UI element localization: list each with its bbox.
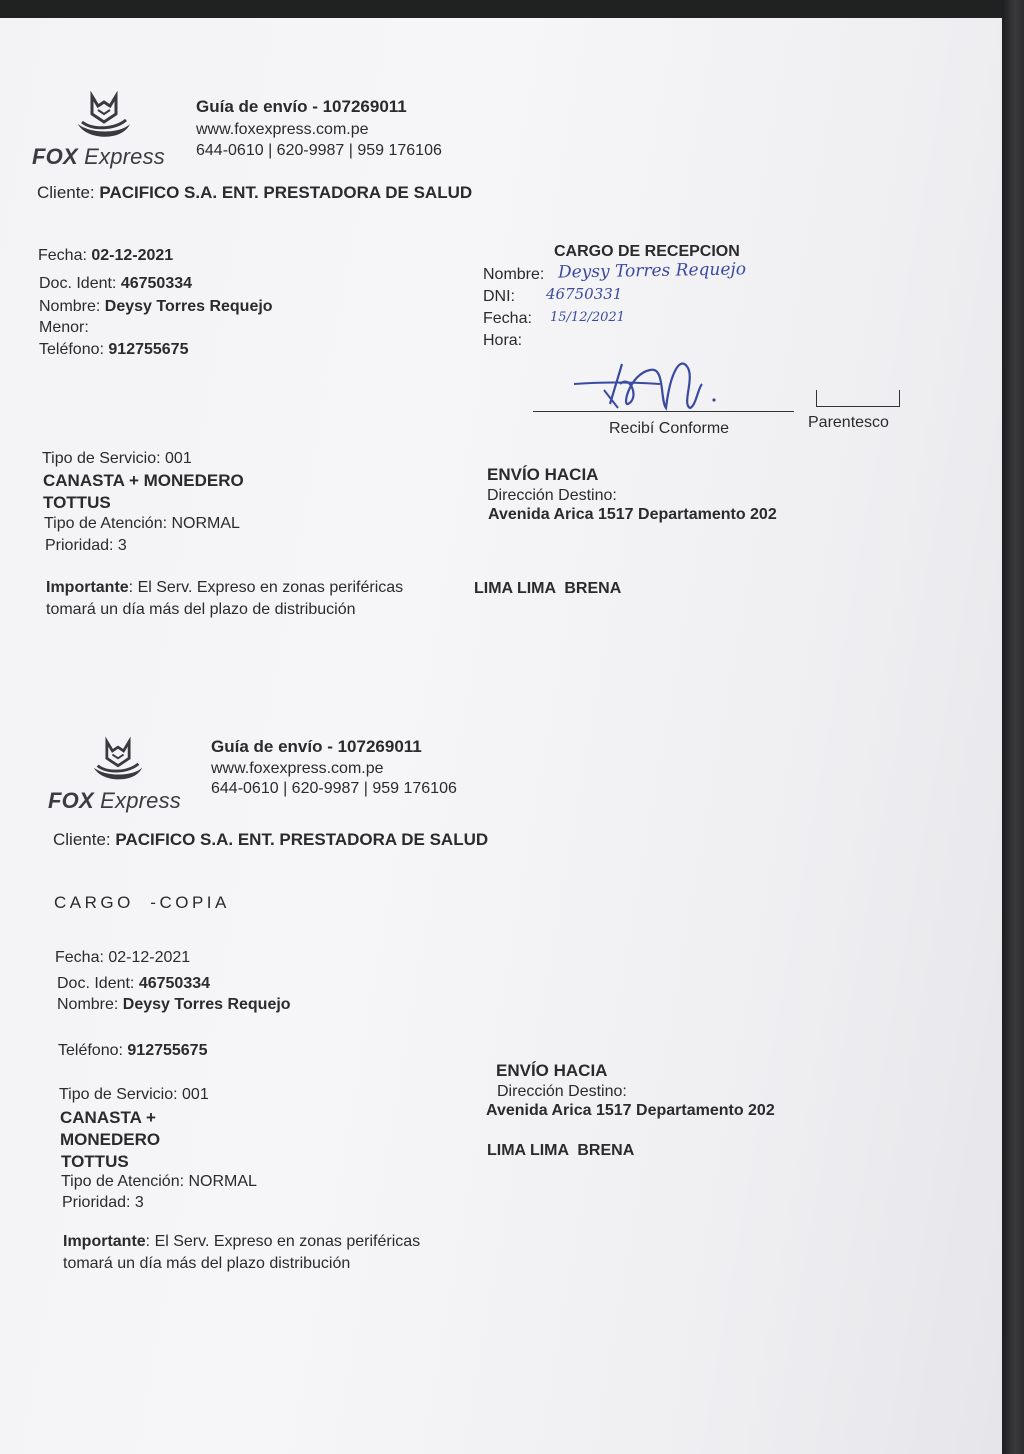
guide-title: Guía de envío - 107269011 [211,737,422,756]
direccion-value: Avenida Arica 1517 Departamento 202 [488,506,777,523]
producto-line-2: TOTTUS [43,493,111,512]
nombre-line: Nombre: Deysy Torres Requejo [39,298,273,315]
fecha-line: Fecha: 02-12-2021 [38,247,174,264]
prioridad: Prioridad: 3 [62,1194,144,1211]
tipo-atencion: Tipo de Atención: NORMAL [61,1173,257,1190]
importante-line-1: Importante: El Serv. Expreso en zonas periféricas [63,1233,421,1250]
importante-line-2: tomará un día más del plazo de distribución [46,601,356,618]
cargo-copia-label: CARGO -COPIA [54,893,230,912]
cargo-fecha-handwritten: 15/12/2021 [550,310,625,325]
signature-line [533,411,794,412]
cargo-hora-label: Hora: [483,332,523,349]
fox-logo-icon [90,736,146,788]
prioridad: Prioridad: 3 [45,537,127,554]
menor-line: Menor: [39,319,89,336]
phones-text: 644-0610 | 620-9987 | 959 176106 [211,780,457,797]
envio-hacia-title: ENVÍO HACIA [496,1061,608,1080]
producto-line-2: MONEDERO [60,1130,161,1149]
importante-line-2: tomará un día más del plazo distribución [63,1255,351,1272]
distrito-line: LIMA LIMA BRENA [474,580,622,597]
tipo-servicio: Tipo de Servicio: 001 [59,1086,209,1103]
recibi-conforme-label: Recibí Conforme [609,420,730,437]
signature-scribble [570,344,720,416]
importante-line-1: Importante: El Serv. Expreso en zonas periféricas [46,579,404,596]
direccion-label: Dirección Destino: [487,487,617,504]
cargo-dni-handwritten: 46750331 [546,285,623,303]
cargo-fecha-label: Fecha: [483,310,532,327]
brand-logo-text: FOX Express [48,788,182,813]
website-text: www.foxexpress.com.pe [211,760,384,777]
envio-hacia-title: ENVÍO HACIA [487,465,599,484]
telefono-line: Teléfono: 912755675 [39,341,189,358]
producto-line-3: TOTTUS [61,1152,129,1171]
cargo-recepcion-title: CARGO DE RECEPCION [554,243,740,260]
doc-ident-line: Doc. Ident: 46750334 [39,275,193,292]
cargo-nombre-label: Nombre: [483,266,545,283]
background-right [1002,0,1024,1454]
fecha-line: Fecha: 02-12-2021 [55,949,191,966]
producto-line-1: CANASTA + MONEDERO [43,471,244,490]
direccion-value: Avenida Arica 1517 Departamento 202 [486,1102,775,1119]
brand-logo-text: FOX Express [32,144,166,169]
document-page [0,18,1002,1454]
client-line: Cliente: PACIFICO S.A. ENT. PRESTADORA DE SALUD [53,830,489,849]
tipo-servicio: Tipo de Servicio: 001 [42,450,192,467]
client-line: Cliente: PACIFICO S.A. ENT. PRESTADORA DE SALUD [37,183,473,202]
parentesco-label: Parentesco [808,414,889,431]
background-top [0,0,1024,18]
guide-title: Guía de envío - 107269011 [196,97,407,116]
doc-ident-line: Doc. Ident: 46750334 [57,975,211,992]
direccion-label: Dirección Destino: [497,1083,627,1100]
fox-logo-icon [74,90,134,146]
cargo-nombre-handwritten: Deysy Torres Requejo [557,259,747,283]
parentesco-line [816,390,900,407]
producto-line-1: CANASTA + [60,1108,156,1127]
telefono-line: Teléfono: 912755675 [58,1042,208,1059]
website-text: www.foxexpress.com.pe [196,121,369,138]
cargo-dni-label: DNI: [483,288,515,305]
distrito-line: LIMA LIMA BRENA [487,1142,635,1159]
nombre-line: Nombre: Deysy Torres Requejo [57,996,291,1013]
phones-text: 644-0610 | 620-9987 | 959 176106 [196,142,442,159]
tipo-atencion: Tipo de Atención: NORMAL [44,515,240,532]
